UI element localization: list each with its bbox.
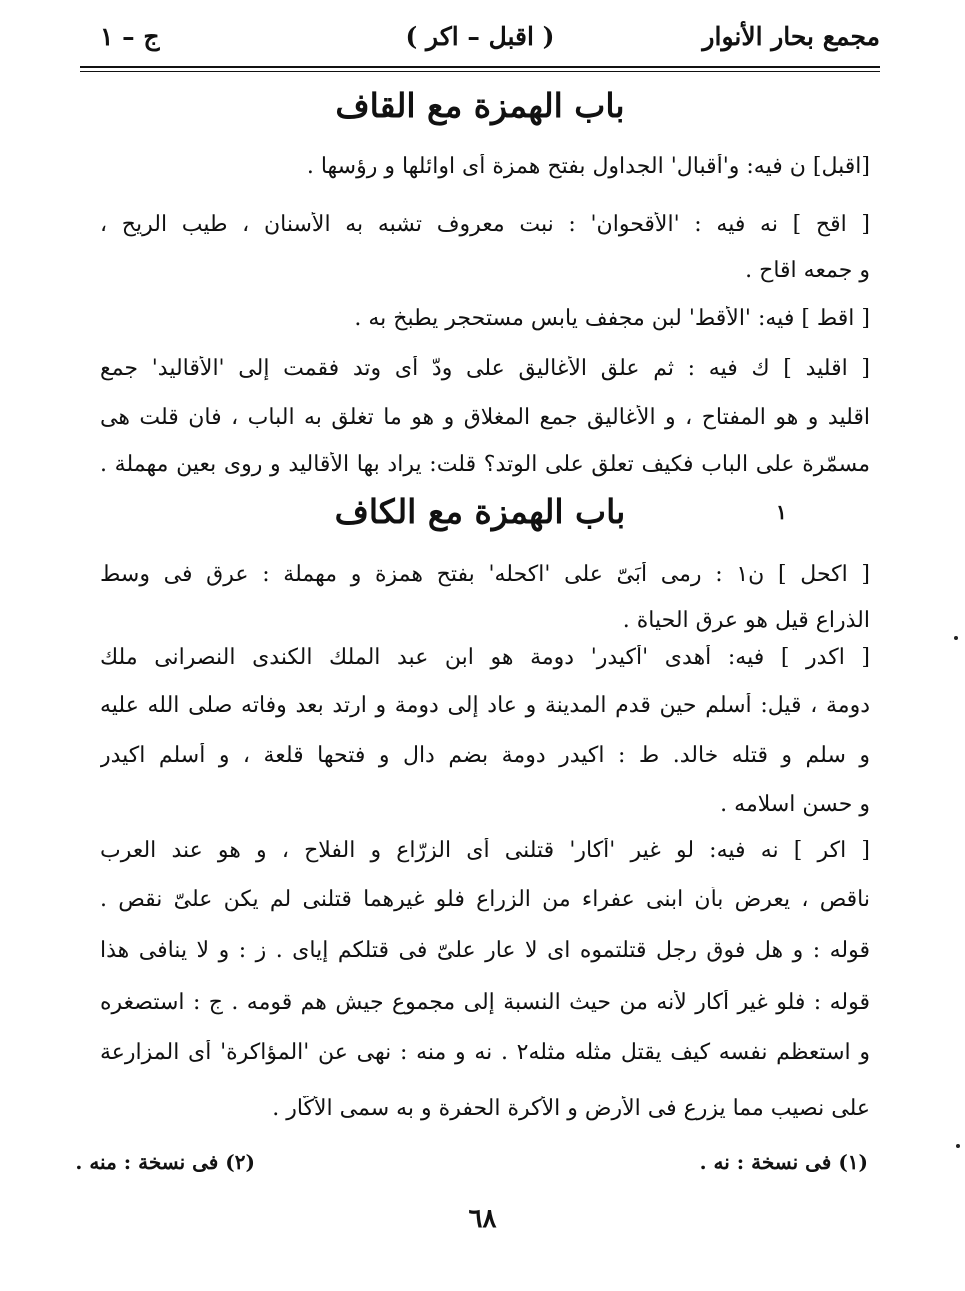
side-mark: ١ [776,500,787,524]
text-line: ناقص ، يعرض بأن ابنى عفراء من الزراع فلو غيرهما قتلنى لم يكن علىّ نقص . [100,887,870,912]
book-title: مجمع بحار الأنوار [702,22,880,51]
text-line: دومة ، قيل: أسلم حين قدم المدينة و عاد إلى دومة و ارتد بعد وفاته صلى الله عليه [100,693,870,718]
header-rule-thin [80,71,880,72]
section-title-hamza-qaf: باب الهمزة مع القاف [335,86,625,125]
running-header [80,14,880,64]
text-line: [ اقليد ] ك فيه : ثم علق الأغاليق على ودّ أى وتد فقمت إلى 'الأقاليد' جمع [100,356,870,381]
text-line: الذراع قيل هو عرق الحياة . [622,608,870,633]
page-number: ٦٨ [468,1204,497,1234]
text-line: قوله : و هل فوق رجل قتلتموه اى لا عار علىّ فى قتلكم إياى . ز : و لا ينافى هذا [100,938,870,963]
header-rule-thick [80,66,880,68]
text-line: و جمعه اقاح . [745,258,870,283]
text-line: على نصيب مما يزرع فى الأرض و الأكرة الحفرة و به سمى الأكّار . [272,1096,870,1121]
text-line: [ اقح ] نه فيه : 'الأقحوان' : نبت معروف تشبه به الأسنان ، طيب الريح ، [100,212,870,237]
text-line: و استعظم نفسه كيف يقتل مثله مثله٢ . نه و منه : نهى عن 'المؤاكرة' أى المزارعة [100,1040,870,1065]
section-title-hamza-kaf: باب الهمزة مع الكاف [334,492,626,531]
footnote-2: (٢) فى نسخة : منه . [75,1150,255,1174]
text-line: مسمّرة على الباب فكيف تعلق على الوتد؟ قلت: يراد بها الأقاليد و روى بعين مهملة . [100,452,870,477]
text-line: [اقبل] ن فيه: و'أقبال' الجداول بفتح همزة أى اوائلها و رؤسها . [306,154,870,179]
text-line: [ اقط ] فيه: 'الأقط' لبن مجفف يابس مستحجر يطبخ به . [354,306,870,331]
text-line: قوله : فلو غير أكار لأنه من حيث النسبة إلى مجموع جيش هم قومه . ج : استصغره [100,990,870,1015]
text-line: [ اكحل ] ن١ : رمى أُبَىّ على 'اكحله' بفتح همزة و مهملة : عرق فى وسط [100,562,870,587]
text-line: اقليد و هو المفتاح ، و الأغاليق جمع المغلاق و هو ما تغلق به الباب ، فان قلت هى [100,405,870,430]
entry-range: ( اقبل – اكر ) [405,22,555,51]
text-line: و حسن اسلامه . [720,792,870,817]
scan-speck [956,1144,960,1148]
text-line: و سلم و قتله خالد. ط : اكيدر دومة بضم دال و فتحها قلعة ، و أسلم اكيدر [100,743,870,768]
scan-speck [954,636,958,640]
text-line: [ اكدر ] فيه: أهدى 'أكيدر' دومة هو ابن عبد الملك الكندى النصرانى ملك [100,645,870,670]
footnote-1: (١) فى نسخة : نه . [699,1150,868,1174]
text-line: [ اكر ] نه فيه: لو غير 'أكار' قتلنى أى الزرّاع و الفلاح ، و هو عند العرب [100,838,870,863]
volume-label: ج – ١ [100,22,160,51]
